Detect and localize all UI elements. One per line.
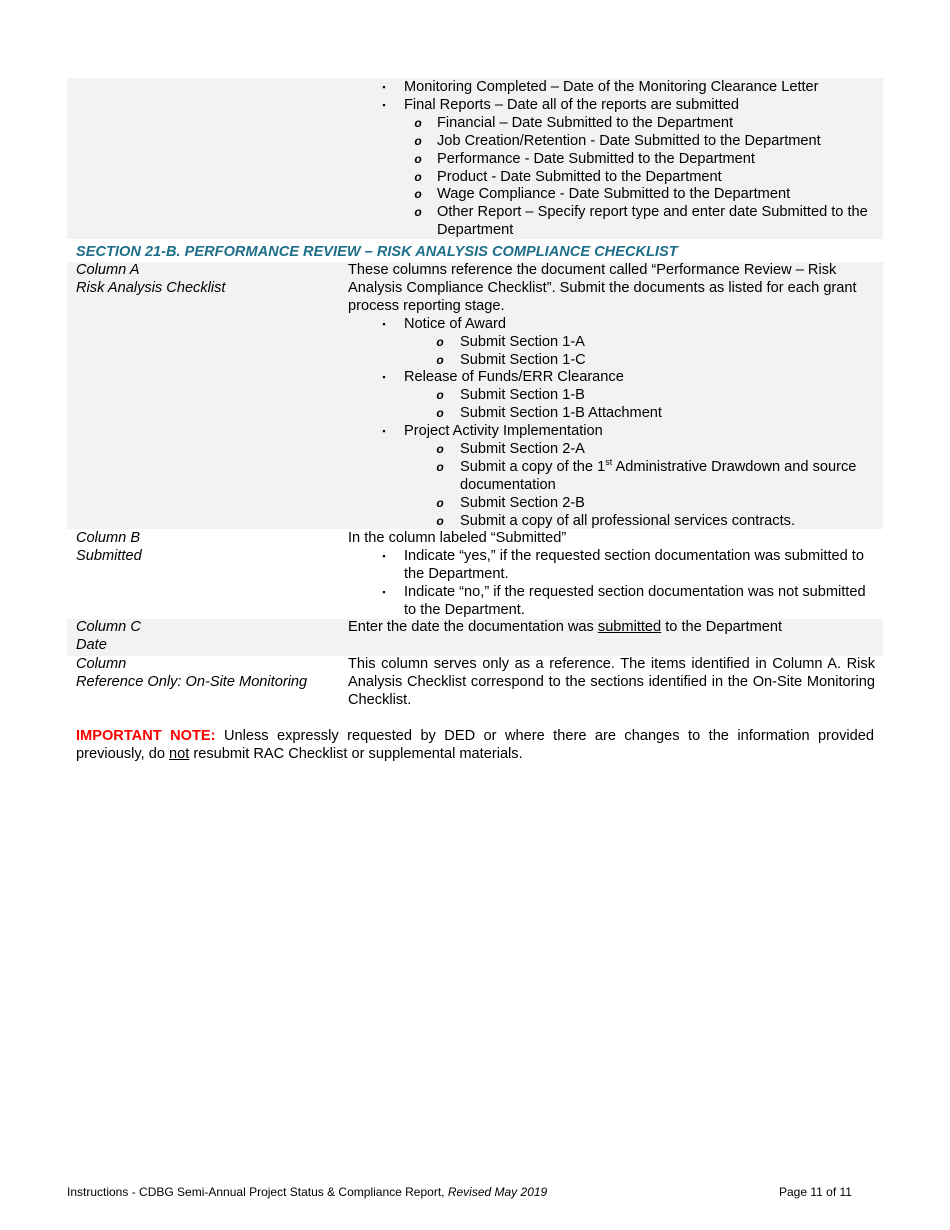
list-item-label: Project Activity Implementation (404, 423, 603, 440)
list-item (348, 423, 875, 441)
list-item-label: Monitoring Completed – Date of the Monitoring Clearance Letter (404, 79, 819, 95)
column-title: Column B (76, 530, 141, 546)
list-item-label: Submit a copy of all professional services contracts. (460, 512, 795, 529)
list-item-label: Submit Section 1-A (460, 333, 585, 350)
important-note-text: Unless expressly requested by DED or where there are changes to the information provided previously, do (76, 728, 874, 762)
square-bullet-icon: ▪ (382, 586, 386, 597)
list-item-label: Wage Compliance - Date Submitted to the Department (437, 186, 791, 203)
list-item (348, 459, 875, 495)
list-item-label: Performance - Date Submitted to the Department (437, 150, 755, 167)
list-item-label: Submit Section 1-B (460, 387, 585, 404)
hollow-bullet-icon: o (414, 115, 422, 130)
reference-column-label (76, 656, 307, 692)
hollow-bullet-icon: o (436, 352, 444, 367)
column-subtitle: Submitted (76, 547, 142, 564)
drawdown-text-rest: Administrative Drawdown and source documentation (460, 458, 857, 493)
square-bullet-icon: ▪ (382, 82, 386, 92)
list-item-label: Final Reports – Date all of the reports are submitted (404, 96, 740, 113)
square-bullet-icon: ▪ (382, 318, 386, 329)
list-item (348, 352, 875, 370)
list-item (348, 495, 875, 513)
list-item-label: Release of Funds/ERR Clearance (404, 369, 624, 386)
hollow-bullet-icon: o (436, 334, 444, 349)
column-subtitle: Date (76, 636, 107, 653)
final-reports-list (348, 79, 875, 240)
list-item-label: Notice of Award (404, 315, 506, 332)
column-a-intro: These columns reference the document called “Performance Review – Risk Analysis Compliance Checklist”. Submit the documents as listed for each grant process reporting stage. (348, 262, 857, 314)
important-note-text-rest: resubmit RAC Checklist or supplemental materials. (189, 745, 523, 762)
list-item (348, 584, 875, 620)
list-item (348, 405, 875, 423)
hollow-bullet-icon: o (414, 151, 422, 166)
column-a-label (76, 262, 226, 298)
column-title: Column A (76, 262, 140, 278)
submitted-list (348, 548, 875, 620)
list-item (348, 316, 875, 334)
hollow-bullet-icon: o (436, 459, 444, 474)
column-c-text-rest: to the Department (661, 619, 783, 635)
column-b-intro: In the column labeled “Submitted” (348, 530, 567, 546)
hollow-bullet-icon: o (436, 388, 444, 403)
square-bullet-icon: ▪ (382, 372, 386, 383)
list-item-label: Submit Section 1-B Attachment (460, 405, 662, 422)
column-c-label (76, 619, 141, 655)
hollow-bullet-icon: o (436, 495, 444, 510)
square-bullet-icon: ▪ (382, 99, 386, 110)
list-item-label (460, 459, 856, 493)
column-title: Column C (76, 619, 141, 635)
hollow-bullet-icon: o (414, 205, 422, 220)
reporting-stage-list (348, 316, 875, 531)
footer-revision: Revised May 2019 (447, 1185, 548, 1199)
footer-left (67, 1185, 547, 1200)
drawdown-text: Submit a copy of the 1 (460, 458, 606, 475)
list-item-label: Submit Section 2-B (460, 494, 585, 511)
list-item (348, 151, 875, 169)
column-c-row (67, 619, 883, 656)
list-item (348, 369, 875, 387)
column-b-row (67, 530, 883, 618)
important-note-label: IMPORTANT NOTE: (76, 728, 216, 744)
column-subtitle: Reference Only: On-Site Monitoring (76, 673, 308, 690)
list-item (348, 548, 875, 584)
list-item-label: Financial – Date Submitted to the Department (437, 114, 734, 131)
footer-title: Instructions - CDBG Semi-Annual Project Status & Compliance Report, (67, 1185, 448, 1199)
column-a-row (67, 262, 883, 529)
list-item-label: Indicate “no,” if the requested section documentation was not submitted to the Department. (404, 583, 866, 618)
list-item-label: Submit Section 1-C (460, 351, 586, 368)
column-subtitle: Risk Analysis Checklist (76, 279, 226, 296)
reference-column-row (67, 656, 883, 712)
list-item (348, 133, 875, 151)
square-bullet-icon: ▪ (382, 550, 386, 561)
list-item-label: Submit Section 2-A (460, 441, 585, 458)
ordinal-suffix: st (605, 457, 613, 468)
hollow-bullet-icon: o (436, 442, 444, 457)
list-item (348, 115, 875, 133)
list-item-label: Job Creation/Retention - Date Submitted to the Department (437, 132, 821, 149)
list-item (348, 97, 875, 115)
column-a-description (348, 262, 875, 531)
list-item (348, 513, 875, 531)
page-number: Page 11 of 11 (779, 1185, 852, 1199)
hollow-bullet-icon: o (414, 169, 422, 184)
list-item-label: Indicate “yes,” if the requested section documentation was submitted to the Department. (404, 547, 864, 582)
square-bullet-icon: ▪ (382, 426, 386, 437)
list-item-label: Product - Date Submitted to the Department (437, 168, 722, 185)
list-item (348, 79, 875, 97)
hollow-bullet-icon: o (414, 187, 422, 202)
hollow-bullet-icon: o (436, 513, 444, 528)
hollow-bullet-icon: o (436, 406, 444, 421)
section-heading: SECTION 21-B. PERFORMANCE REVIEW – RISK ANALYSIS COMPLIANCE CHECKLIST (76, 244, 678, 260)
column-c-text: Enter the date the documentation was (348, 619, 598, 635)
reference-column-description: This column serves only as a reference. The items identified in Column A. Risk Analysis Checklist correspond to the sections identified in the On-Site Monitoring Checklist. (348, 656, 875, 708)
column-b-description (348, 530, 875, 620)
list-item-label: Other Report – Specify report type and enter date Submitted to the Department (437, 204, 868, 239)
hollow-bullet-icon: o (414, 133, 422, 148)
important-note (76, 728, 874, 764)
column-c-description (348, 619, 875, 637)
column-b-label (76, 530, 142, 566)
column-title: Column (76, 656, 127, 672)
underlined-word: not (169, 745, 190, 762)
list-item (348, 169, 875, 187)
underlined-word: submitted (597, 619, 662, 635)
list-item (348, 334, 875, 352)
list-item (348, 186, 875, 204)
list-item (348, 204, 875, 240)
list-item (348, 387, 875, 405)
top-list-block (67, 78, 883, 239)
